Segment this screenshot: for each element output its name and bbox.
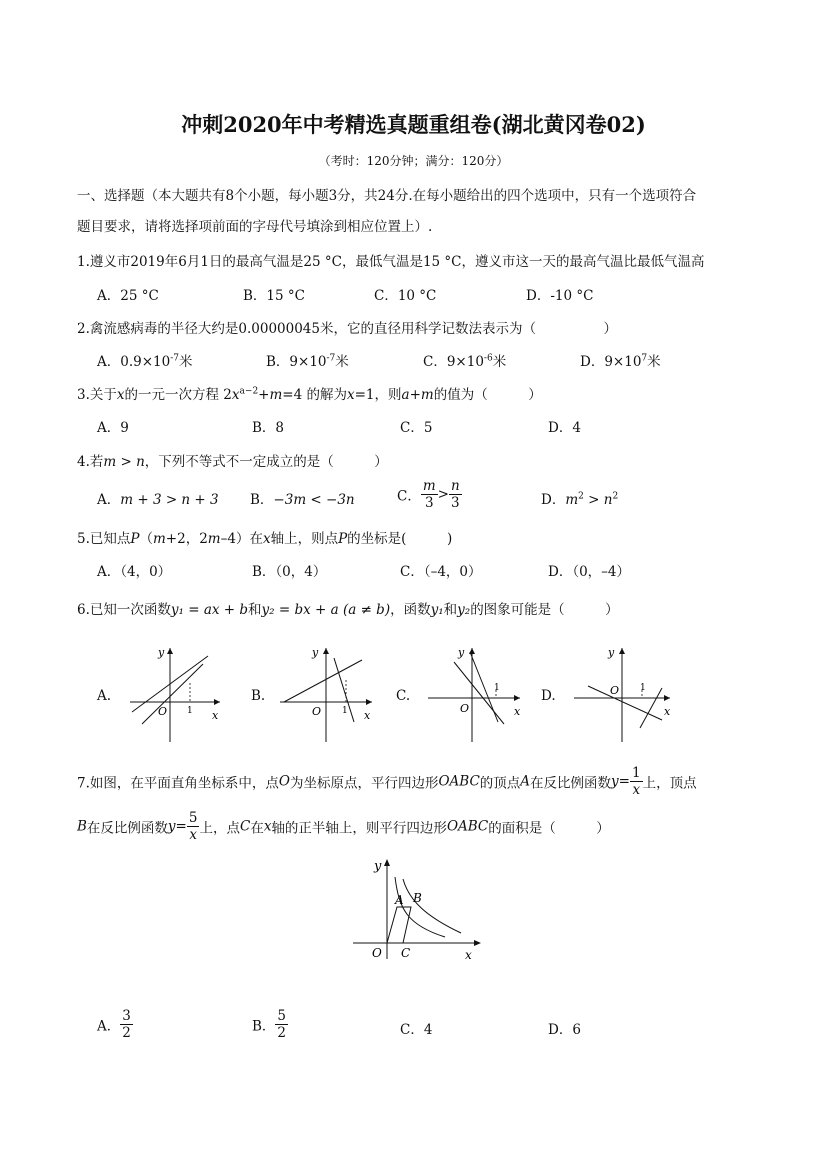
q6a-y-label: y (158, 646, 165, 659)
q4-option-b[interactable]: B．−3m < −3n (250, 492, 355, 508)
q6d-origin: O (610, 684, 620, 697)
exam-info: （考时：120分钟；满分：120分） (318, 154, 509, 168)
q4-stem: 4.若m > n，下列不等式不一定成立的是（ ） (77, 454, 388, 470)
q7-option-a[interactable]: A． $\frac{3}{2}$ (97, 1008, 131, 1041)
q6c-origin: O (460, 702, 470, 715)
q4-option-a[interactable]: A．m + 3 > n + 3 (97, 492, 219, 508)
q6-option-d-label[interactable]: D. (541, 688, 556, 704)
page-title: 冲刺2020年中考精选真题重组卷(湖北黄冈卷02) (181, 112, 646, 137)
q1-stem: 1.遵义市2019年6月1日的最高气温是25 °C，最低气温是15 °C，遵义市这一天的最高气温比最低气温高 (77, 254, 705, 270)
q6-option-c-label[interactable]: C. (396, 688, 411, 704)
q6d-y-label: y (608, 646, 615, 659)
section-intro-line2: 题目要求，请将选择项前面的字母代号填涂到相应位置上）. (77, 219, 433, 235)
q5-option-d[interactable]: D．（0，–4） (548, 564, 631, 580)
q1-option-b[interactable]: B．15 °C (243, 288, 305, 304)
q5-stem: 5.已知点P（m+2，2m–4）在x轴上，则点P的坐标是( ) (77, 531, 453, 547)
q6c-y-label: y (458, 646, 465, 659)
q6-option-b-label[interactable]: B. (251, 688, 266, 704)
q6-graph-a[interactable] (120, 640, 230, 750)
q7-origin: O (372, 946, 382, 960)
q6b-origin: O (312, 705, 322, 718)
q7-point-a: A (395, 893, 404, 907)
q4-option-c[interactable]: C． $\frac{m}{3}$ > $\frac{n}{3}$ (397, 478, 460, 511)
q5-option-a[interactable]: A．（4，0） (97, 564, 172, 580)
q6-graph-b[interactable] (272, 640, 382, 750)
q2-option-d[interactable]: D．$9\times 10^7$米 (580, 353, 661, 370)
q6c-tick: 1 (494, 683, 500, 693)
q6-option-a-label[interactable]: A. (97, 688, 112, 704)
q2-option-b[interactable]: B．$9\times 10^{-7}$米 (266, 353, 349, 370)
q6c-x-label: x (514, 705, 521, 718)
q3-option-c[interactable]: C．5 (400, 420, 433, 436)
q4-option-d[interactable]: D．$m^2 > n^2$ (541, 491, 619, 508)
q6b-tick: 1 (342, 706, 348, 716)
q6-stem: 6.已知一次函数y₁ = ax + b和y₂ = bx + a (a ≠ b)，函数y₁和y₂的图象可能是（ ） (77, 602, 619, 618)
q7-stem-line1: 7.如图，在平面直角坐标系中，点O为坐标原点，平行四边形OABC的顶点A在反比例函数y= $\frac{1}{x}$ 上，顶点 (77, 765, 697, 798)
q6d-x-label: x (664, 705, 671, 718)
q7-x-label: x (465, 948, 472, 962)
q2-option-c[interactable]: C．$9\times 10^{-6}$米 (423, 353, 507, 370)
section-intro-line1: 一、选择题（本大题共有8个小题，每小题3分，共24分.在每小题给出的四个选项中，只有一个选项符合 (77, 188, 697, 204)
q1-option-c[interactable]: C．10 °C (374, 288, 437, 304)
q1-option-d[interactable]: D．-10 °C (526, 288, 594, 304)
q3-option-a[interactable]: A．9 (97, 420, 129, 436)
q7-option-d[interactable]: D．6 (548, 1022, 581, 1038)
q7-y-label: y (374, 859, 382, 874)
q6d-tick: 1 (640, 683, 646, 693)
q6b-y-label: y (312, 646, 319, 659)
q6b-x-label: x (364, 709, 371, 722)
q3-option-d[interactable]: D．4 (548, 420, 581, 436)
q2-stem: 2.禽流感病毒的半径大约是0.00000045米，它的直径用科学记数法表示为（ ） (77, 321, 617, 337)
q5-option-b[interactable]: B．（0，4） (252, 564, 327, 580)
q3-stem: 3.关于x的一元一次方程 $2x^{a-2}+m=4$ 的解为x=1，则a+m的值为（ ） (77, 386, 542, 403)
q7-stem-line2: B在反比例函数y= $\frac{5}{x}$ 上，点C在x轴的正半轴上，则平行四边形OABC的面积是（ ） (77, 810, 610, 843)
q6-graph-d[interactable] (566, 640, 676, 750)
q7-figure (345, 855, 490, 965)
q1-option-a[interactable]: A．25 °C (97, 288, 159, 304)
q6a-x-label: x (212, 709, 219, 722)
q6a-origin: O (158, 705, 168, 718)
q6-graph-c[interactable] (420, 640, 530, 750)
q2-option-a[interactable]: A．$0.9\times 10^{-7}$米 (97, 353, 193, 370)
q5-option-c[interactable]: C．（–4，0） (400, 564, 482, 580)
q7-option-b[interactable]: B． $\frac{5}{2}$ (252, 1008, 287, 1041)
q3-option-b[interactable]: B．8 (252, 420, 285, 436)
q6a-tick: 1 (187, 706, 193, 716)
q7-option-c[interactable]: C．4 (400, 1022, 433, 1038)
q7-point-c: C (401, 946, 411, 960)
q7-point-b: B (413, 891, 422, 905)
